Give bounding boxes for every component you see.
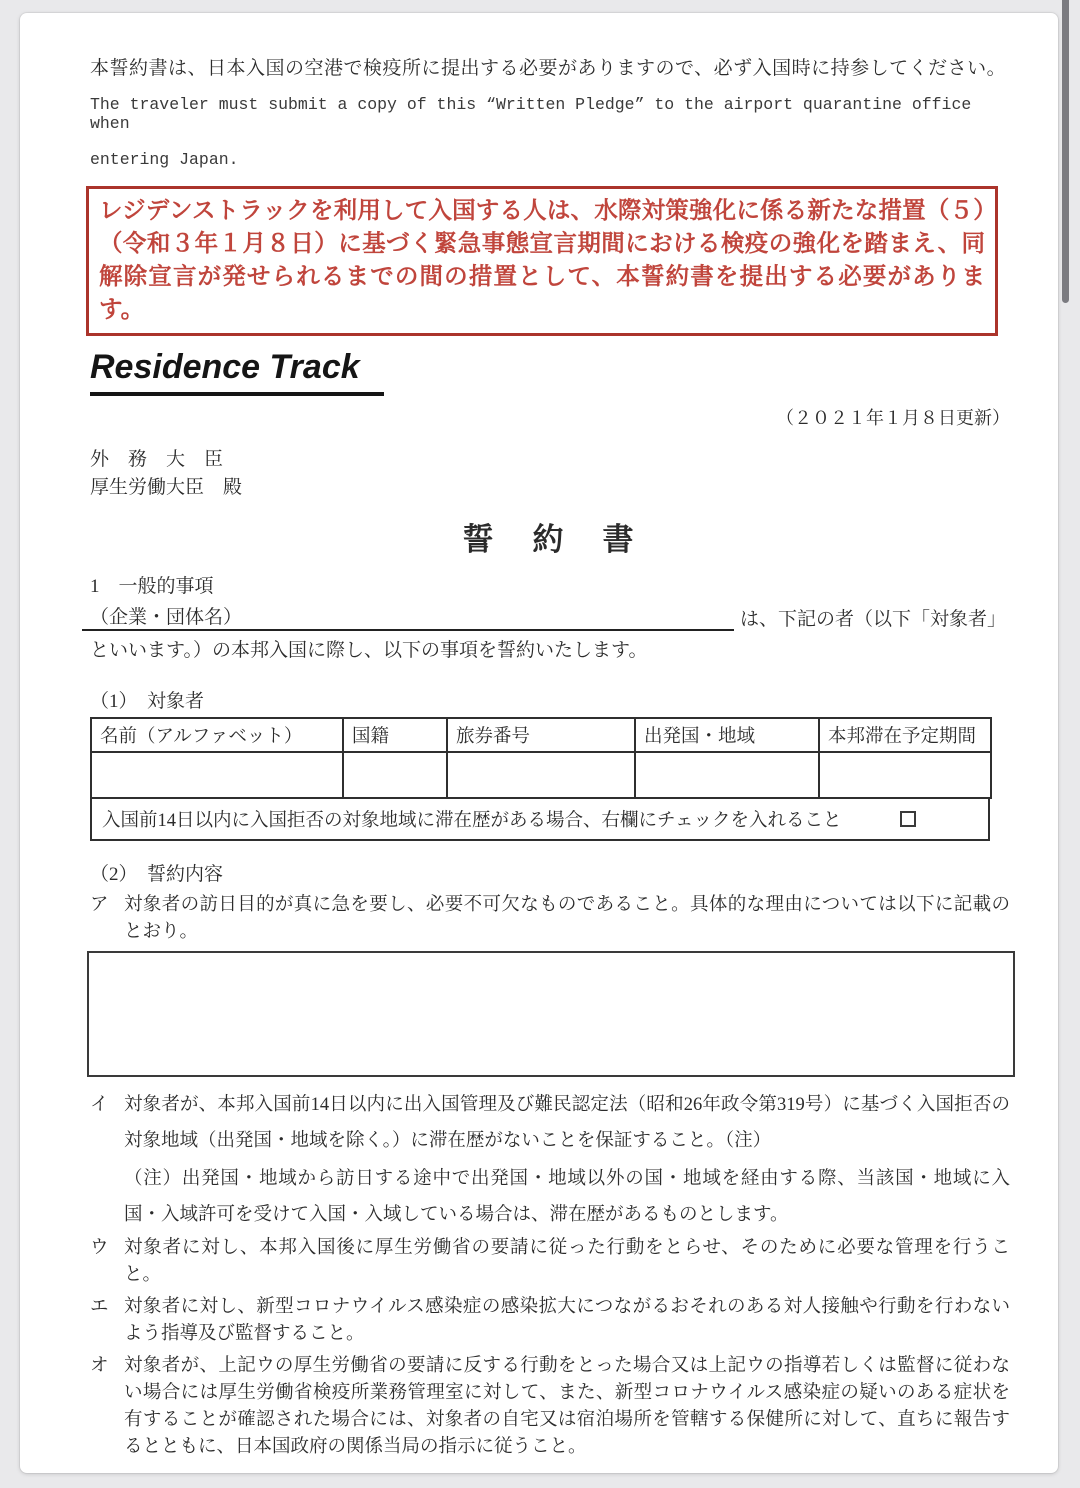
cell-passport-number[interactable] — [447, 752, 635, 798]
residence-track-title: Residence Track — [90, 348, 1010, 396]
pledge-document-title: 誓 約 書 — [462, 522, 638, 557]
pledge-item-i-text: 対象者が、本邦入国前14日以内に出入国管理及び難民認定法（昭和26年政令第319号）に基づく入国拒否の対象地域（出発国・地域を除く。）に滞在歴がないことを保証すること。（注） — [124, 1095, 1010, 1151]
section1-heading: 1 一般的事項 — [90, 576, 214, 597]
col-header-stay-period: 本邦滞在予定期間 — [819, 718, 991, 752]
subject-table — [90, 717, 992, 799]
pledge-item-a — [90, 892, 1010, 946]
pledge-item-note — [90, 1161, 1010, 1233]
section2-heading: （2） 誓約内容 — [90, 864, 224, 885]
subject-table-header-row — [91, 718, 991, 752]
addressee-foreign-minister: 外 務 大 臣 — [90, 449, 224, 470]
document-page — [20, 13, 1058, 1473]
stay-history-check-row — [90, 797, 990, 841]
section1-continuation: といいます。）の本邦入国に際し、以下の事項を誓約いたします。 — [90, 640, 648, 661]
company-name-line — [90, 602, 1010, 631]
cell-stay-period[interactable] — [819, 752, 991, 798]
company-line-suffix: は、下記の者（以下「対象者」 — [740, 609, 1007, 630]
notice-japanese: 本誓約書は、日本入国の空港で検疫所に提出する必要がありますので、必ず入国時に持参してください。 — [90, 58, 1007, 79]
cell-departure-region[interactable] — [635, 752, 819, 798]
emergency-measure-alert-box — [86, 186, 998, 336]
pledge-item-o-text: 対象者が、上記ウの厚生労働省の要請に反する行動をとった場合又は上記ウの指導若しくは監督に従わない場合には厚生労働省検疫所業務管理室に対して、また、新型コロナウイルス感染症の疑いのある症状を有することが確認された場合には、対象者の自宅又は宿泊場所を管轄する保健所に対して、直ちに報告するとともに、日本国政府の関係当局の指示に従うこと。 — [124, 1356, 1010, 1457]
pledge-item-o-label: オ — [90, 1356, 109, 1376]
pledge-item-i-label: イ — [90, 1095, 109, 1115]
cell-name[interactable] — [91, 752, 343, 798]
cell-nationality[interactable] — [343, 752, 447, 798]
scrollbar-thumb[interactable] — [1062, 0, 1069, 303]
notice-english-line2: entering Japan. — [90, 150, 239, 169]
pledge-item-e — [90, 1294, 1010, 1348]
document-content — [90, 53, 1010, 1466]
stay-history-check-note: 入国前14日以内に入国拒否の対象地域に滞在歴がある場合、右欄にチェックを入れること — [102, 811, 842, 831]
company-name-label: （企業・団体名） — [90, 607, 243, 628]
subject-table-input-row — [91, 752, 991, 798]
pledge-item-u-label: ウ — [90, 1238, 109, 1258]
company-name-field[interactable] — [82, 602, 734, 631]
visit-reason-input-box[interactable] — [87, 951, 1015, 1077]
pledge-item-a-label: ア — [90, 895, 109, 915]
subject-table-caption: （1） 対象者 — [90, 691, 205, 712]
col-header-name: 名前（アルファベット） — [91, 718, 343, 752]
updated-date: （２０２１年１月８日更新） — [776, 408, 1010, 428]
col-header-passport-number: 旅券番号 — [447, 718, 635, 752]
pledge-item-i — [90, 1087, 1010, 1159]
pledge-item-note-text: （注）出発国・地域から訪日する途中で出発国・地域以外の国・地域を経由する際、当該国・地域に入国・入域許可を受けて入国・入域している場合は、滞在歴があるものとします。 — [124, 1169, 1010, 1225]
emergency-measure-alert-text: レジデンストラックを利用して入国する人は、水際対策強化に係る新たな措置（５）（令和３年１月８日）に基づく緊急事態宣言期間における検疫の強化を踏まえ、同解除宣言が発せられるまでの間の措置として、本誓約書を提出する必要があります。 — [99, 197, 985, 322]
pledge-item-u-text: 対象者に対し、本邦入国後に厚生労働省の要請に従った行動をとらせ、そのために必要な管理を行うこと。 — [124, 1238, 1010, 1285]
stay-history-checkbox[interactable] — [900, 811, 916, 827]
pledge-item-e-text: 対象者に対し、新型コロナウイルス感染症の感染拡大につながるおそれのある対人接触や行動を行わないよう指導及び監督すること。 — [124, 1297, 1010, 1344]
pledge-item-o — [90, 1353, 1010, 1461]
col-header-nationality: 国籍 — [343, 718, 447, 752]
pledge-item-a-text: 対象者の訪日目的が真に急を要し、必要不可欠なものであること。具体的な理由については以下に記載のとおり。 — [124, 895, 1010, 942]
col-header-departure-region: 出発国・地域 — [635, 718, 819, 752]
pledge-item-note-label — [90, 1161, 124, 1233]
pledge-item-u — [90, 1235, 1010, 1289]
notice-english-line1: The traveler must submit a copy of this “Written Pledge” to the airport quarantine office when — [90, 95, 972, 133]
pledge-item-e-label: エ — [90, 1297, 109, 1317]
addressee-health-minister: 厚生労働大臣 殿 — [90, 477, 243, 498]
